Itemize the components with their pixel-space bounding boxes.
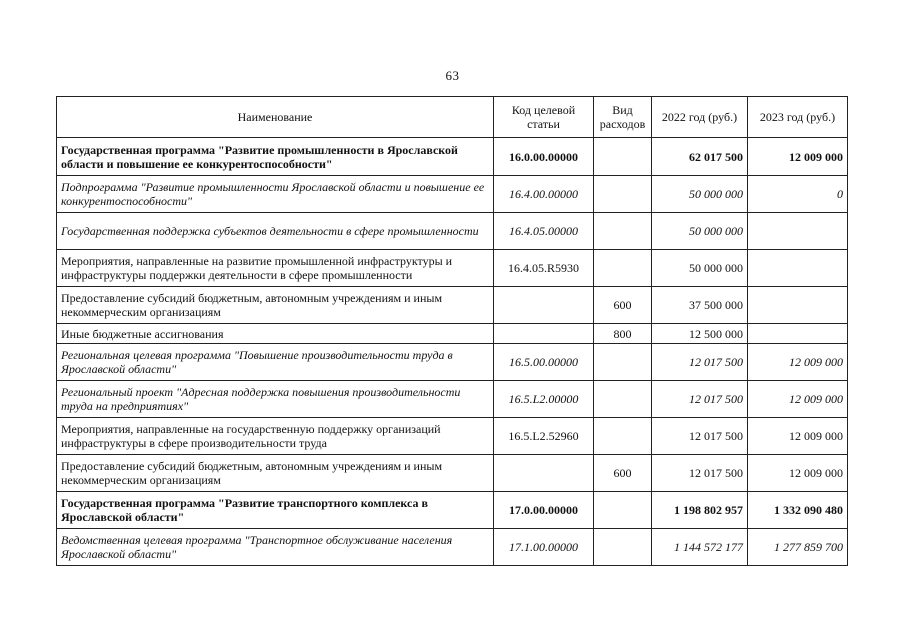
budget-table bbox=[56, 96, 848, 566]
cell-name: Государственная поддержка субъектов деятельности в сфере промышленности bbox=[57, 213, 494, 250]
cell-name: Мероприятия, направленные на развитие промышленной инфраструктуры и инфраструктуры поддержки деятельности в сфере промышленности bbox=[57, 250, 494, 287]
cell-2023: 12 009 000 bbox=[748, 381, 848, 418]
cell-2022: 12 017 500 bbox=[652, 344, 748, 381]
cell-code: 16.4.05.00000 bbox=[494, 213, 594, 250]
cell-code: 16.0.00.00000 bbox=[494, 138, 594, 176]
cell-expense-type: 800 bbox=[594, 324, 652, 344]
header-2023: 2023 год (руб.) bbox=[748, 97, 848, 138]
cell-name: Предоставление субсидий бюджетным, автономным учреждениям и иным некоммерческим организациям bbox=[57, 455, 494, 492]
cell-2023 bbox=[748, 324, 848, 344]
cell-2023: 12 009 000 bbox=[748, 418, 848, 455]
table-row bbox=[57, 213, 848, 250]
table-row bbox=[57, 418, 848, 455]
cell-name: Мероприятия, направленные на государственную поддержку организаций инфраструктуры в сфере производительности труда bbox=[57, 418, 494, 455]
table-row bbox=[57, 492, 848, 529]
table-row bbox=[57, 529, 848, 566]
table-header-row bbox=[57, 97, 848, 138]
cell-code: 16.5.L2.00000 bbox=[494, 381, 594, 418]
cell-2022: 1 198 802 957 bbox=[652, 492, 748, 529]
cell-expense-type bbox=[594, 492, 652, 529]
cell-expense-type: 600 bbox=[594, 455, 652, 492]
cell-2022: 50 000 000 bbox=[652, 176, 748, 213]
header-expense-type: Вид расходов bbox=[594, 97, 652, 138]
cell-2023 bbox=[748, 250, 848, 287]
cell-name: Предоставление субсидий бюджетным, автономным учреждениям и иным некоммерческим организациям bbox=[57, 287, 494, 324]
cell-code: 17.1.00.00000 bbox=[494, 529, 594, 566]
cell-name: Региональная целевая программа "Повышение производительности труда в Ярославской области" bbox=[57, 344, 494, 381]
cell-expense-type bbox=[594, 176, 652, 213]
cell-expense-type bbox=[594, 213, 652, 250]
header-2022: 2022 год (руб.) bbox=[652, 97, 748, 138]
cell-expense-type bbox=[594, 250, 652, 287]
cell-2023: 12 009 000 bbox=[748, 138, 848, 176]
cell-2023: 1 332 090 480 bbox=[748, 492, 848, 529]
table-row bbox=[57, 381, 848, 418]
cell-code bbox=[494, 455, 594, 492]
cell-2023 bbox=[748, 213, 848, 250]
cell-code: 16.5.00.00000 bbox=[494, 344, 594, 381]
cell-expense-type bbox=[594, 381, 652, 418]
cell-name: Ведомственная целевая программа "Транспортное обслуживание населения Ярославской области" bbox=[57, 529, 494, 566]
cell-code bbox=[494, 287, 594, 324]
cell-code: 17.0.00.00000 bbox=[494, 492, 594, 529]
cell-name: Государственная программа "Развитие транспортного комплекса в Ярославской области" bbox=[57, 492, 494, 529]
cell-expense-type bbox=[594, 418, 652, 455]
cell-name: Иные бюджетные ассигнования bbox=[57, 324, 494, 344]
header-name: Наименование bbox=[57, 97, 494, 138]
table-row bbox=[57, 176, 848, 213]
table-row bbox=[57, 324, 848, 344]
cell-2023: 12 009 000 bbox=[748, 344, 848, 381]
cell-code: 16.5.L2.52960 bbox=[494, 418, 594, 455]
cell-2023 bbox=[748, 287, 848, 324]
page-number: 63 bbox=[445, 68, 460, 83]
cell-code bbox=[494, 324, 594, 344]
cell-2022: 12 500 000 bbox=[652, 324, 748, 344]
cell-2022: 37 500 000 bbox=[652, 287, 748, 324]
table-row bbox=[57, 344, 848, 381]
cell-expense-type bbox=[594, 529, 652, 566]
cell-expense-type bbox=[594, 138, 652, 176]
cell-2023: 12 009 000 bbox=[748, 455, 848, 492]
table-row bbox=[57, 250, 848, 287]
cell-expense-type bbox=[594, 344, 652, 381]
cell-2022: 12 017 500 bbox=[652, 418, 748, 455]
cell-2023: 1 277 859 700 bbox=[748, 529, 848, 566]
cell-2022: 1 144 572 177 bbox=[652, 529, 748, 566]
cell-code: 16.4.00.00000 bbox=[494, 176, 594, 213]
cell-name: Государственная программа "Развитие промышленности в Ярославской области и повышение ее конкурентоспособности" bbox=[57, 138, 494, 176]
cell-2023: 0 bbox=[748, 176, 848, 213]
cell-code: 16.4.05.R5930 bbox=[494, 250, 594, 287]
cell-name: Подпрограмма "Развитие промышленности Ярославской области и повышение ее конкурентоспособности" bbox=[57, 176, 494, 213]
cell-2022: 50 000 000 bbox=[652, 213, 748, 250]
cell-2022: 50 000 000 bbox=[652, 250, 748, 287]
cell-name: Региональный проект "Адресная поддержка повышения производительности труда на предприятиях" bbox=[57, 381, 494, 418]
table-row bbox=[57, 138, 848, 176]
cell-2022: 12 017 500 bbox=[652, 381, 748, 418]
cell-2022: 12 017 500 bbox=[652, 455, 748, 492]
table-row bbox=[57, 287, 848, 324]
table-row bbox=[57, 455, 848, 492]
header-code: Код целевой статьи bbox=[494, 97, 594, 138]
cell-expense-type: 600 bbox=[594, 287, 652, 324]
cell-2022: 62 017 500 bbox=[652, 138, 748, 176]
